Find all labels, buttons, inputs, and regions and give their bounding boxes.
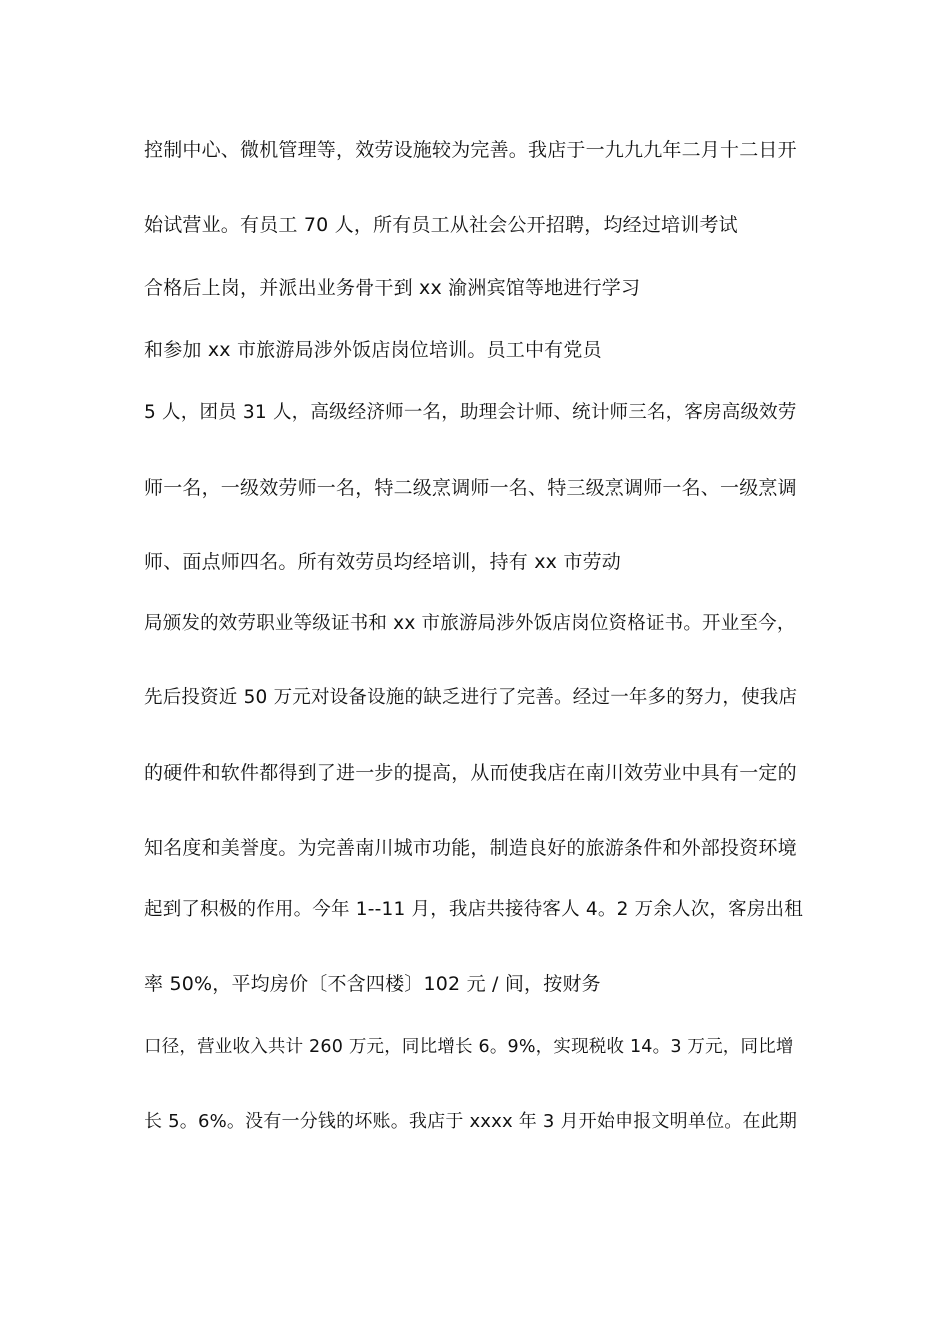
text-line: 局颁发的效劳职业等级证书和 xx 市旅游局涉外饭店岗位资格证书。开业至今， <box>144 613 796 634</box>
text-line: 始试营业。有员工 70 人，所有员工从社会公开招聘，均经过培训考试 <box>144 214 738 236</box>
text-line: 长 5。6%。没有一分钱的坏账。我店于 xxxx 年 3 月开始申报文明单位。在此期 <box>144 1111 798 1132</box>
text-line: 5 人，团员 31 人，高级经济师一名，助理会计师、统计师三名，客房高级效劳 <box>144 402 797 423</box>
text-line: 和参加 xx 市旅游局涉外饭店岗位培训。员工中有党员 <box>144 339 602 361</box>
text-line: 口径，营业收入共计 260 万元，同比增长 6。9%，实现税收 14。3 万元，同比增 <box>144 1037 794 1057</box>
text-line: 起到了积极的作用。今年 1--11 月，我店共接待客人 4。2 万余人次，客房出租 <box>144 899 803 920</box>
text-line: 师、面点师四名。所有效劳员均经培训，持有 xx 市劳动 <box>144 551 621 573</box>
text-line: 合格后上岗，并派出业务骨干到 xx 渝洲宾馆等地进行学习 <box>144 277 641 299</box>
text-line: 的硬件和软件都得到了进一步的提高，从而使我店在南川效劳业中具有一定的 <box>144 762 797 784</box>
text-line: 先后投资近 50 万元对设备设施的缺乏进行了完善。经过一年多的努力，使我店 <box>144 687 798 708</box>
text-line: 师一名，一级效劳师一名，特二级烹调师一名、特三级烹调师一名、一级烹调 <box>144 477 797 499</box>
text-line: 控制中心、微机管理等，效劳设施较为完善。我店于一九九九年二月十二日开 <box>144 139 797 161</box>
text-line: 率 50%，平均房价〔不含四楼〕102 元 / 间，按财务 <box>144 973 601 995</box>
text-line: 知名度和美誉度。为完善南川城市功能，制造良好的旅游条件和外部投资环境 <box>144 837 797 859</box>
